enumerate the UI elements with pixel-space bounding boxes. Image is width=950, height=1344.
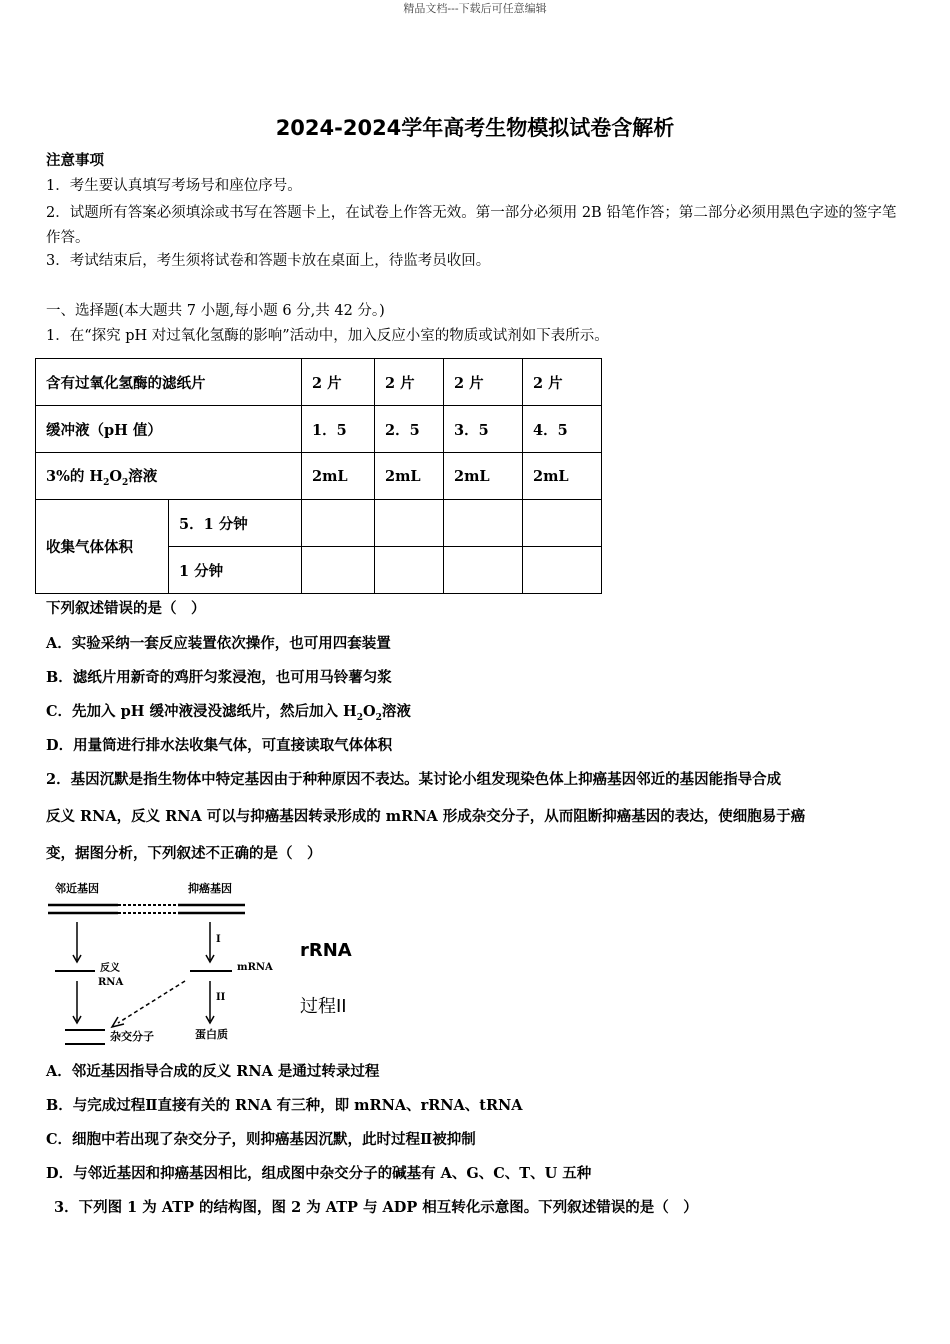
table-cell <box>375 500 444 547</box>
table-cell <box>302 547 375 594</box>
table-cell: 2mL <box>444 453 523 500</box>
table-cell: 1．5 <box>302 406 375 453</box>
label-process-ii: II <box>216 992 226 1003</box>
table-cell <box>444 547 523 594</box>
table-row <box>36 359 602 406</box>
notice-item-3: 3．考试结束后，考生须将试卷和答题卡放在桌面上，待监考员收回。 <box>46 253 491 269</box>
notice-item-2: 2．试题所有答案必须填涂或书写在答题卡上，在试卷上作答无效。第一部分必须用 2B 铅笔作答；第二部分必须用黑色字迹的签字笔作答。 <box>46 205 897 246</box>
side-label-rrna: rRNA <box>300 940 352 961</box>
q2-option-c: C．细胞中若出现了杂交分子，则抑癌基因沉默，此时过程Ⅱ被抑制 <box>46 1131 476 1148</box>
table-cell <box>375 547 444 594</box>
q1-option-c <box>46 702 411 728</box>
table-cell: 4．5 <box>523 406 602 453</box>
table-cell: 5．1 分钟 <box>169 500 302 547</box>
h2o2-label-pre: 3%的 H <box>46 467 104 485</box>
table-cell: 缓冲液（pH 值） <box>36 406 302 453</box>
q2-stem-line-2: 反义 RNA，反义 RNA 可以与抑癌基因转录形成的 mRNA 形成杂交分子，从而阻断抑癌基因的表达，使细胞易于癌 <box>46 808 806 825</box>
q2-stem-line-3: 变，据图分析，下列叙述不正确的是（ ） <box>46 845 322 862</box>
label-mrna: mRNA <box>237 962 273 973</box>
q1-option-d: D．用量筒进行排水法收集气体，可直接读取气体体积 <box>46 737 393 754</box>
label-protein: 蛋白质 <box>195 1028 228 1041</box>
option-c-mid: O <box>363 703 376 720</box>
q1-option-a: A．实验采纳一套反应装置依次操作，也可用四套装置 <box>46 635 391 652</box>
q2-option-d: D．与邻近基因和抑癌基因相比，组成图中杂交分子的碱基有 A、G、C、T、U 五种 <box>46 1165 592 1182</box>
gene-silencing-diagram <box>40 878 370 1048</box>
label-antisense-2: RNA <box>98 977 124 988</box>
q2-option-b: B．与完成过程Ⅱ直接有关的 RNA 有三种，即 mRNA、rRNA、tRNA <box>46 1097 523 1114</box>
option-c-sub-1: 2 <box>356 712 363 723</box>
option-c-pre: C．先加入 pH 缓冲液浸没滤纸片，然后加入 H <box>46 703 357 720</box>
table-cell <box>523 500 602 547</box>
table-cell: 收集气体体积 <box>36 500 169 594</box>
table-row <box>36 406 602 453</box>
table-cell: 2mL <box>302 453 375 500</box>
q3-stem: 3．下列图 1 为 ATP 的结构图，图 2 为 ATP 与 ADP 相互转化示意图。下列叙述错误的是（ ） <box>54 1199 698 1216</box>
table-cell <box>302 500 375 547</box>
table-cell: 2 片 <box>375 359 444 406</box>
label-neighbor-gene: 邻近基因 <box>55 882 99 895</box>
page-title: 2024-2024学年高考生物模拟试卷含解析 <box>275 116 675 140</box>
table-cell: 2mL <box>523 453 602 500</box>
table-cell: 1 分钟 <box>169 547 302 594</box>
label-antisense-1: 反义 <box>100 963 120 974</box>
h2o2-label-post: 溶液 <box>128 467 158 485</box>
page-header: 精品文档---下载后可任意编辑 <box>403 2 547 15</box>
table-cell <box>444 500 523 547</box>
label-process-i: I <box>216 934 221 945</box>
table-cell: 2．5 <box>375 406 444 453</box>
table-cell: 含有过氧化氢酶的滤纸片 <box>36 359 302 406</box>
table-cell: 3．5 <box>444 406 523 453</box>
table-cell: 2 片 <box>302 359 375 406</box>
h2o2-sub-2: 2 <box>122 477 129 488</box>
table-cell <box>36 453 302 500</box>
table-cell <box>523 547 602 594</box>
dashed-arrow-mrna <box>118 981 185 1023</box>
label-suppressor-gene: 抑癌基因 <box>188 882 232 895</box>
q1-option-b: B．滤纸片用新奇的鸡肝匀浆浸泡，也可用马铃薯匀浆 <box>46 669 392 686</box>
section-heading: 一、选择题(本大题共 7 小题,每小题 6 分,共 42 分。) <box>46 303 385 319</box>
q2-stem-line-1: 2．基因沉默是指生物体中特定基因由于种种原因不表达。某讨论小组发现染色体上抑癌基因邻近的基因能指导合成 <box>46 771 782 788</box>
table-cell: 2mL <box>375 453 444 500</box>
table-row <box>36 500 602 547</box>
table-cell: 2 片 <box>444 359 523 406</box>
label-hybrid: 杂交分子 <box>110 1030 154 1043</box>
arrowhead-dashed <box>112 1017 124 1027</box>
table-row <box>36 453 602 500</box>
option-c-post: 溶液 <box>381 703 411 720</box>
notice-heading: 注意事项 <box>46 152 104 169</box>
q1-question: 下列叙述错误的是（ ） <box>46 600 206 617</box>
q1-table <box>35 358 602 594</box>
q2-option-a: A．邻近基因指导合成的反义 RNA 是通过转录过程 <box>46 1063 380 1080</box>
h2o2-label-mid: O <box>109 467 123 485</box>
h2o2-sub-1: 2 <box>103 477 110 488</box>
table-cell: 2 片 <box>523 359 602 406</box>
q1-stem: 1．在“探究 pH 对过氧化氢酶的影响”活动中，加入反应小室的物质或试剂如下表所示。 <box>46 328 609 344</box>
option-c-sub-2: 2 <box>375 712 382 723</box>
side-label-process: 过程II <box>300 996 347 1017</box>
notice-item-1: 1．考生要认真填写考场号和座位序号。 <box>46 178 302 194</box>
